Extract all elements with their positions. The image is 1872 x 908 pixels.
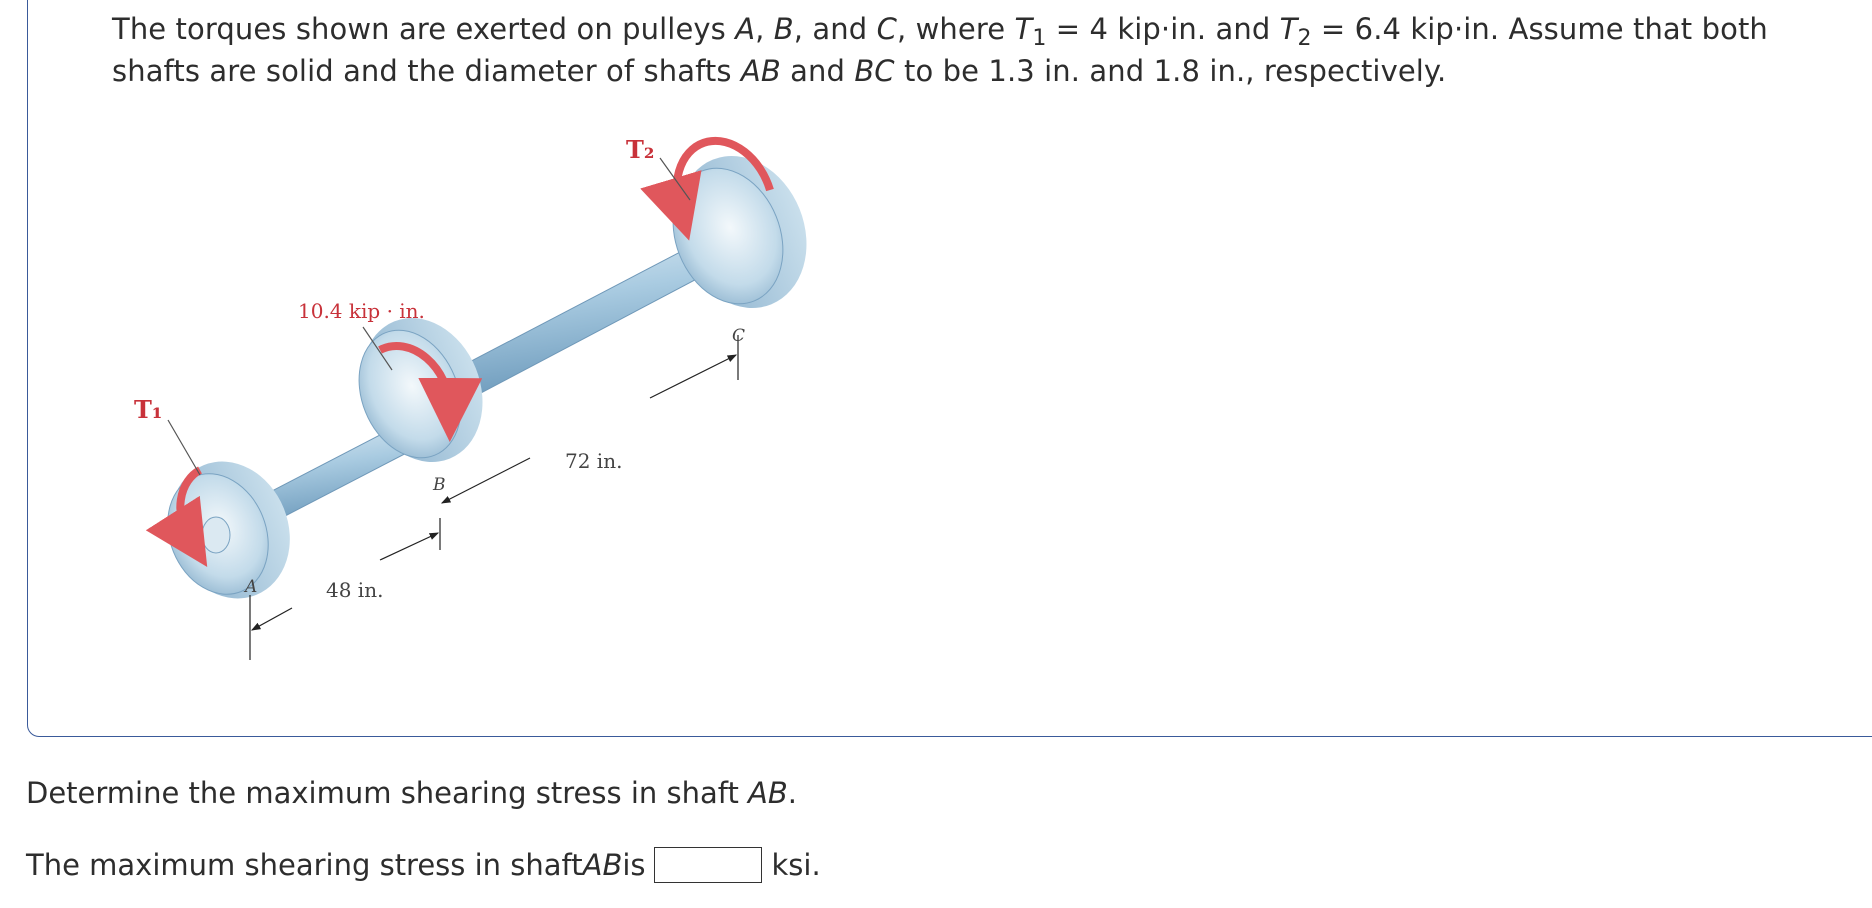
problem-statement (112, 8, 1852, 92)
question-shaft-symbol: AB (748, 776, 788, 810)
t2-subscript: 2 (1297, 26, 1312, 51)
shaft-bc-symbol: BC (854, 54, 895, 88)
pulley-c (654, 136, 810, 327)
question-text-part: Determine the maximum shearing stress in shaft (26, 776, 749, 810)
pulley-a (150, 443, 310, 616)
pulley-a-label: A (245, 577, 258, 597)
t1-leader-line (168, 420, 200, 475)
statement-text: , and (793, 12, 877, 46)
dim-bc-label: 72 in. (565, 449, 623, 473)
t2-label: T₂ (626, 135, 655, 164)
statement-text: , where (896, 12, 1015, 46)
answer-input[interactable] (654, 847, 762, 883)
statement-text: The torques shown are exerted on pulleys (112, 12, 736, 46)
pulley-c-symbol: C (876, 12, 897, 46)
statement-text: and (780, 54, 855, 88)
answer-line (26, 845, 821, 885)
answer-prompt-end: is (622, 848, 646, 882)
dim-ab-label: 48 in. (326, 578, 384, 602)
question-text-part: . (787, 776, 797, 810)
question-text (26, 773, 797, 813)
pulley-c-label: C (732, 326, 746, 346)
answer-prompt: The maximum shearing stress in shaft (26, 848, 583, 882)
statement-text: , (755, 12, 774, 46)
t2-value: = 6.4 kip·in. Assume that both shafts are solid and the diameter of shafts (112, 12, 1768, 88)
pulley-shaft-figure (130, 130, 810, 680)
t1-symbol: T (1014, 12, 1033, 46)
pulley-a-symbol: A (735, 12, 756, 46)
torque-b-label: 10.4 kip · in. (298, 299, 425, 323)
answer-shaft-symbol: AB (582, 848, 623, 882)
t1-value: = 4 kip·in. and (1046, 12, 1280, 46)
t1-label: T₁ (134, 395, 163, 424)
answer-unit: ksi. (771, 848, 821, 882)
statement-text: to be 1.3 in. and 1.8 in., respectively. (894, 54, 1447, 88)
pulley-b-label: B (433, 475, 446, 495)
t1-subscript: 1 (1032, 26, 1047, 51)
pulley-b-symbol: B (773, 12, 794, 46)
shaft-ab-symbol: AB (740, 54, 781, 88)
t2-symbol: T (1279, 12, 1298, 46)
